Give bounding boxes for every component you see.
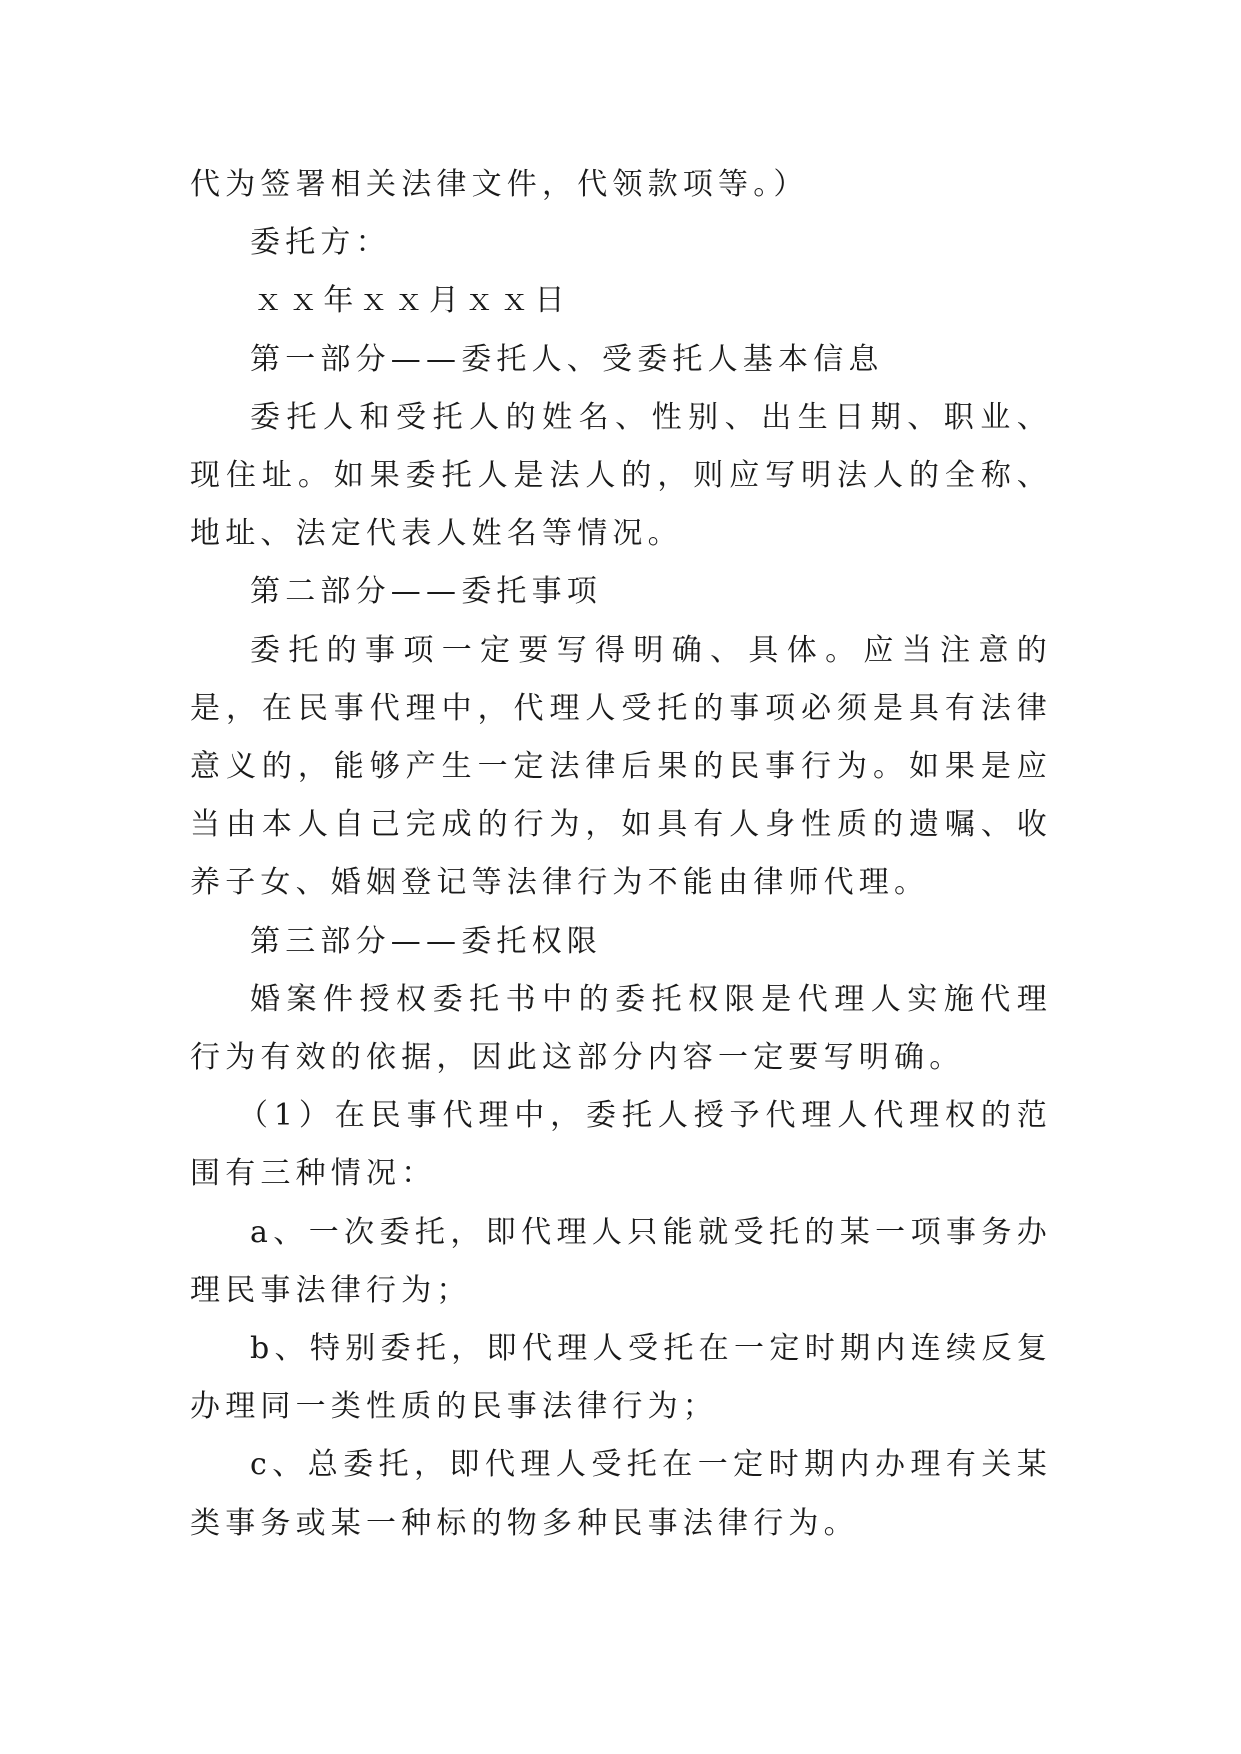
continuation-paragraph: 代为签署相关法律文件，代领款项等。） xyxy=(190,167,809,202)
list-item-single-entrust: a、一次委托，即代理人只能就受托的某一项事务办理民事法律行为； xyxy=(190,1214,1052,1308)
paragraph-entrusted-matters: 委托的事项一定要写得明确、具体。应当注意的是，在民事代理中，代理人受托的事项必须是具有法律意义的，能够产生一定法律后果的民事行为。如果是应当由本人自己完成的行为，如具有人身性质的遗嘱、收养子女、婚姻登记等法律行为不能由律师代理。 xyxy=(190,632,1052,901)
date-line: ｘｘ年ｘｘ月ｘｘ日 xyxy=(253,283,570,319)
section-heading-part2: 第二部分——委托事项 xyxy=(250,574,602,610)
paragraph-authority: 婚案件授权委托书中的委托权限是代理人实施代理行为有效的依据，因此这部分内容一定要写明确。 xyxy=(190,981,1052,1076)
section-heading-part3: 第三部分——委托权限 xyxy=(250,923,602,959)
document-body xyxy=(190,156,1052,1553)
section-heading-part1: 第一部分——委托人、受委托人基本信息 xyxy=(250,341,884,377)
list-item-general-entrust: c、总委托，即代理人受托在一定时期内办理有关某类事务或某一种标的物多种民事法律行为。 xyxy=(190,1447,1052,1541)
principal-label: 委托方： xyxy=(250,225,391,261)
paragraph-basic-info: 委托人和受托人的姓名、性别、出生日期、职业、现住址。如果委托人是法人的，则应写明法人的全称、地址、法定代表人姓名等情况。 xyxy=(190,399,1052,552)
paragraph-scope-types: （1）在民事代理中，委托人授予代理人代理权的范围有三种情况： xyxy=(190,1098,1052,1192)
list-item-special-entrust: b、特别委托，即代理人受托在一定时期内连续反复办理同一类性质的民事法律行为； xyxy=(190,1331,1052,1425)
